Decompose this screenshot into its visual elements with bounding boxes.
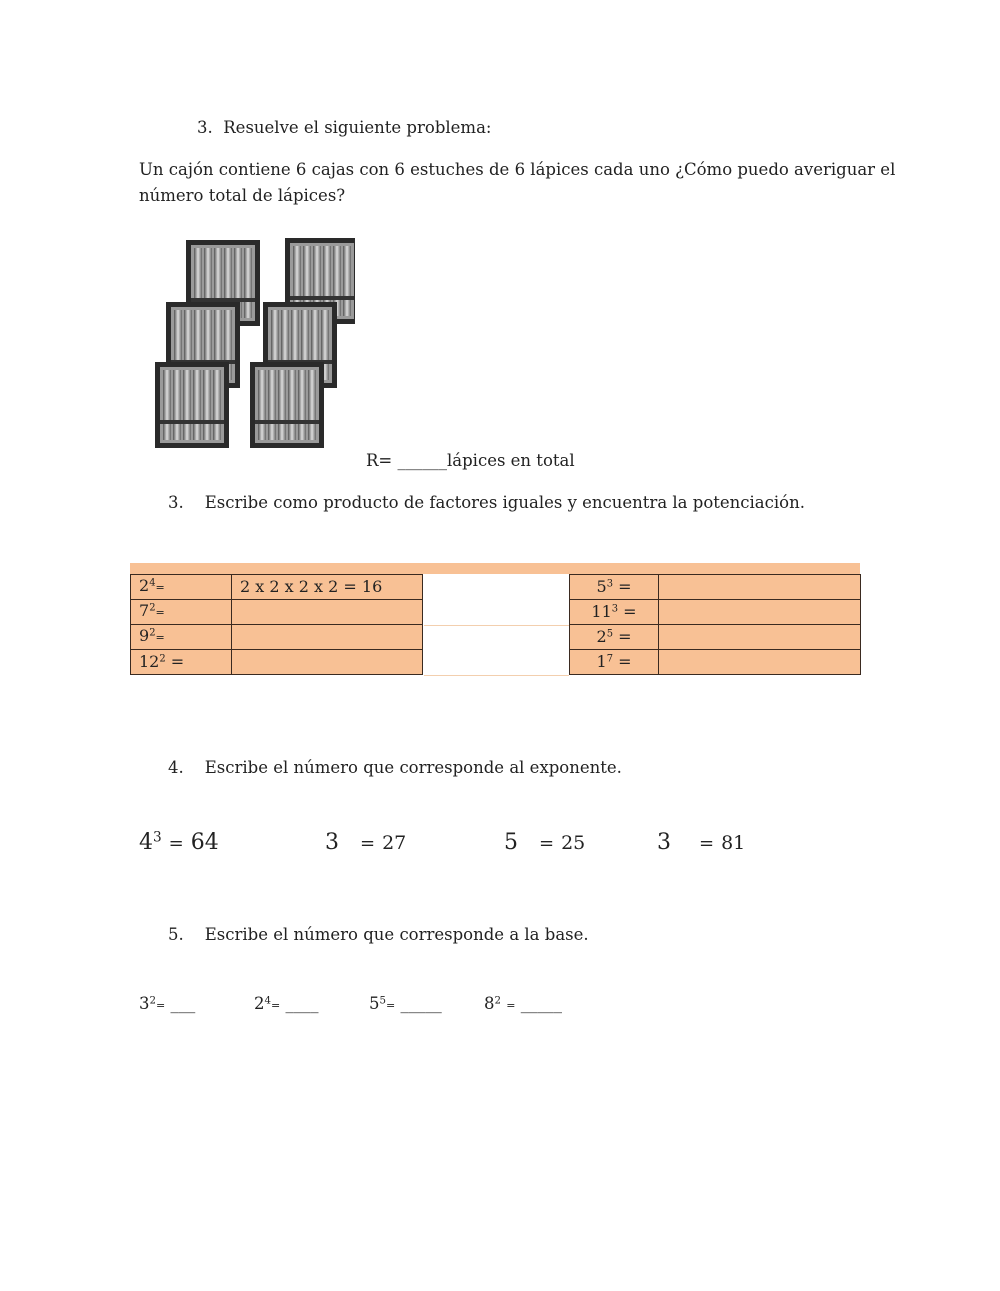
table-connector-line [424, 625, 569, 626]
pencil-boxes-image [150, 228, 355, 460]
exponent-item-2: 3 = 27 [325, 830, 407, 855]
exponent-item-4: 3 = 81 [657, 830, 746, 855]
problem-heading [197, 118, 491, 137]
answer-cell[interactable] [232, 625, 423, 650]
problem-text-line2: número total de lápices? [139, 186, 346, 205]
base-blank[interactable]: _____ [400, 994, 442, 1013]
base-blank[interactable]: _____ [520, 994, 562, 1013]
base-item-1: $3^2=$ ___ [139, 994, 196, 1013]
answer-cell[interactable] [232, 650, 423, 675]
answer-line [366, 451, 575, 470]
section5-title: Escribe el número que corresponde a la base. [204, 925, 589, 944]
table-row: $7^2=$ [131, 600, 423, 625]
table-row: $2^5$ = [570, 625, 861, 650]
base-item-3: $5^5=$ _____ [369, 994, 442, 1013]
table-connector-line [424, 675, 569, 676]
base-blank[interactable]: ____ [285, 994, 319, 1013]
answer-prefix: R= [366, 451, 393, 470]
exponent-item-3: 5 = 25 [504, 830, 586, 855]
answer-cell[interactable] [659, 650, 861, 675]
section4-heading [168, 758, 622, 777]
answer-cell[interactable] [232, 600, 423, 625]
base-item-2: $2^4=$ ____ [254, 994, 319, 1013]
table-header-band [130, 563, 860, 574]
section4-number: 4. [168, 758, 184, 777]
section5-heading [168, 925, 589, 944]
answer-cell[interactable] [659, 600, 861, 625]
problem-text-line1: Un cajón contiene 6 cajas con 6 estuches de 6 lápices cada uno ¿Cómo puedo averiguar el [139, 160, 896, 179]
table-row: $12^2$ = [131, 650, 423, 675]
table-row: $9^2=$ [131, 625, 423, 650]
table-row: $2^4=$ 2 x 2 x 2 x 2 = 16 [131, 575, 423, 600]
base-item-4: $8^2$ = _____ [484, 994, 562, 1013]
section5-number: 5. [168, 925, 184, 944]
answer-blank[interactable]: ______ [397, 451, 447, 470]
section3-heading [168, 493, 805, 512]
section4-title: Escribe el número que corresponde al exponente. [204, 758, 622, 777]
problem-heading-number: 3. [197, 118, 213, 137]
powers-table-right [569, 574, 861, 675]
problem-heading-text: Resuelve el siguiente problema: [223, 118, 492, 137]
base-blank[interactable]: ___ [170, 994, 196, 1013]
answer-cell[interactable] [659, 575, 861, 600]
section3-title: Escribe como producto de factores iguales y encuentra la potenciación. [204, 493, 805, 512]
table-row: $1^7$ = [570, 650, 861, 675]
answer-cell[interactable] [659, 625, 861, 650]
section3-number: 3. [168, 493, 184, 512]
answer-suffix: lápices en total [447, 451, 575, 470]
table-row: $11^3$ = [570, 600, 861, 625]
answer-cell[interactable]: 2 x 2 x 2 x 2 = 16 [232, 575, 423, 600]
powers-table-left [130, 574, 423, 675]
table-row: $5^3$ = [570, 575, 861, 600]
exponent-item-1: $4^3 = 64$ [139, 829, 219, 855]
